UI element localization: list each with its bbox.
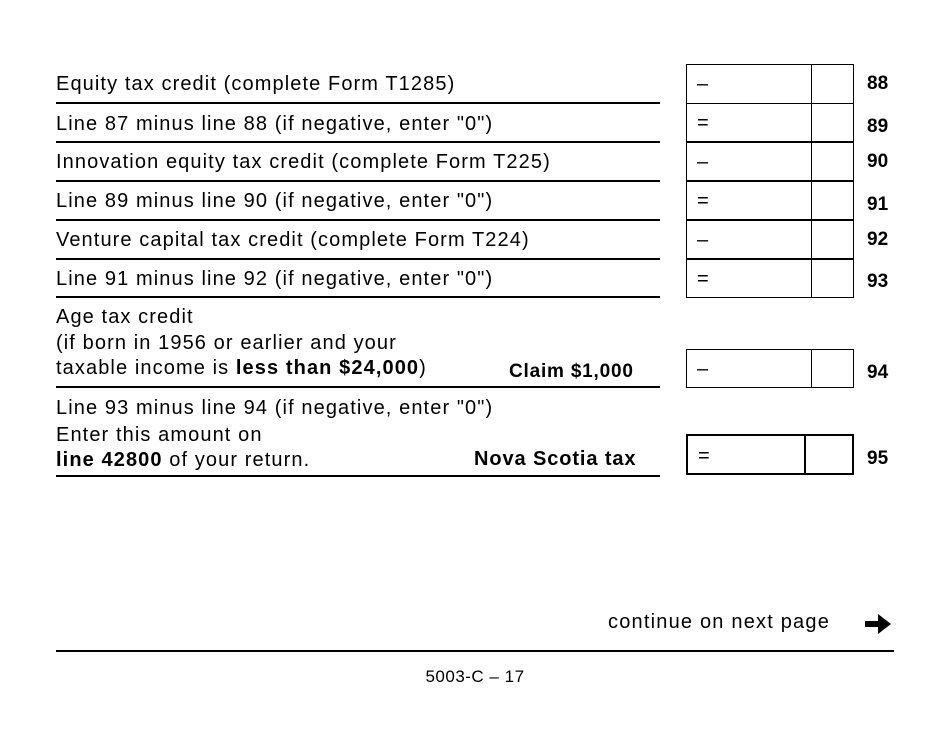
amount-field-95[interactable] (686, 434, 854, 475)
age-credit-income-limit: less than $24,000 (235, 357, 420, 379)
rule-95 (56, 475, 660, 477)
label-line-92: Venture capital tax credit (complete Form T224) (56, 229, 530, 251)
age-credit-income-suffix: ) (419, 357, 427, 379)
label-line-89: Line 87 minus line 88 (if negative, enter "0") (56, 113, 494, 135)
line-number-93: 93 (867, 271, 889, 292)
line-number-88: 88 (867, 73, 889, 94)
nova-scotia-tax-label: Nova Scotia tax (474, 448, 637, 470)
line-42800-ref: line 42800 (56, 449, 163, 471)
amount-field-90[interactable] (686, 142, 854, 181)
rule-92 (56, 258, 660, 260)
rule-91 (56, 219, 660, 221)
label-line-91: Line 89 minus line 90 (if negative, enter "0") (56, 190, 494, 212)
minus-sign: – (697, 151, 709, 173)
final-line-rest: of your return. (162, 449, 311, 471)
cents-divider (811, 104, 812, 141)
age-credit-condition: (if born in 1956 or earlier and your (56, 332, 397, 354)
page-number: 5003-C – 17 (425, 667, 525, 686)
amount-field-93[interactable] (686, 259, 854, 298)
cents-divider (811, 65, 812, 103)
equals-sign: = (698, 445, 710, 467)
equals-sign: = (697, 112, 709, 134)
cents-divider (811, 260, 812, 297)
line-number-89: 89 (867, 116, 889, 137)
line-number-95: 95 (867, 448, 889, 469)
label-line-88: Equity tax credit (complete Form T1285) (56, 73, 456, 95)
minus-sign: – (697, 229, 709, 251)
label-line-90: Innovation equity tax credit (complete Form T225) (56, 151, 551, 173)
rule-88 (56, 102, 660, 104)
rule-89 (56, 141, 660, 143)
cents-divider (811, 182, 812, 219)
minus-sign: – (697, 358, 709, 380)
label-line-93: Line 91 minus line 92 (if negative, enter "0") (56, 268, 494, 290)
equals-sign: = (697, 190, 709, 212)
arrow-right-icon (864, 612, 892, 636)
age-credit-income-prefix: taxable income is (56, 357, 236, 379)
amount-field-92[interactable] (686, 220, 854, 259)
line-number-90: 90 (867, 151, 889, 172)
cents-divider (804, 436, 806, 473)
continue-next-page-text: continue on next page (608, 611, 831, 633)
age-credit-income-text (56, 356, 427, 380)
footer-rule (56, 650, 894, 652)
cents-divider (811, 143, 812, 180)
amount-field-88[interactable] (686, 64, 854, 104)
minus-sign: – (697, 73, 709, 95)
line-number-91: 91 (867, 194, 889, 215)
rule-90 (56, 180, 660, 182)
line-number-92: 92 (867, 229, 889, 250)
cents-divider (811, 350, 812, 387)
amount-field-94[interactable] (686, 349, 854, 388)
age-credit-title: Age tax credit (56, 306, 194, 328)
amount-field-89[interactable] (686, 103, 854, 142)
claim-amount: Claim $1,000 (509, 361, 634, 382)
final-instruction-text: Enter this amount on (56, 424, 263, 446)
amount-field-91[interactable] (686, 181, 854, 220)
final-calc-text: Line 93 minus line 94 (if negative, enter "0") (56, 397, 494, 419)
rule-94 (56, 386, 660, 388)
line-number-94: 94 (867, 362, 889, 383)
rule-93 (56, 296, 660, 298)
final-line-reference (56, 448, 310, 472)
equals-sign: = (697, 268, 709, 290)
cents-divider (811, 221, 812, 258)
